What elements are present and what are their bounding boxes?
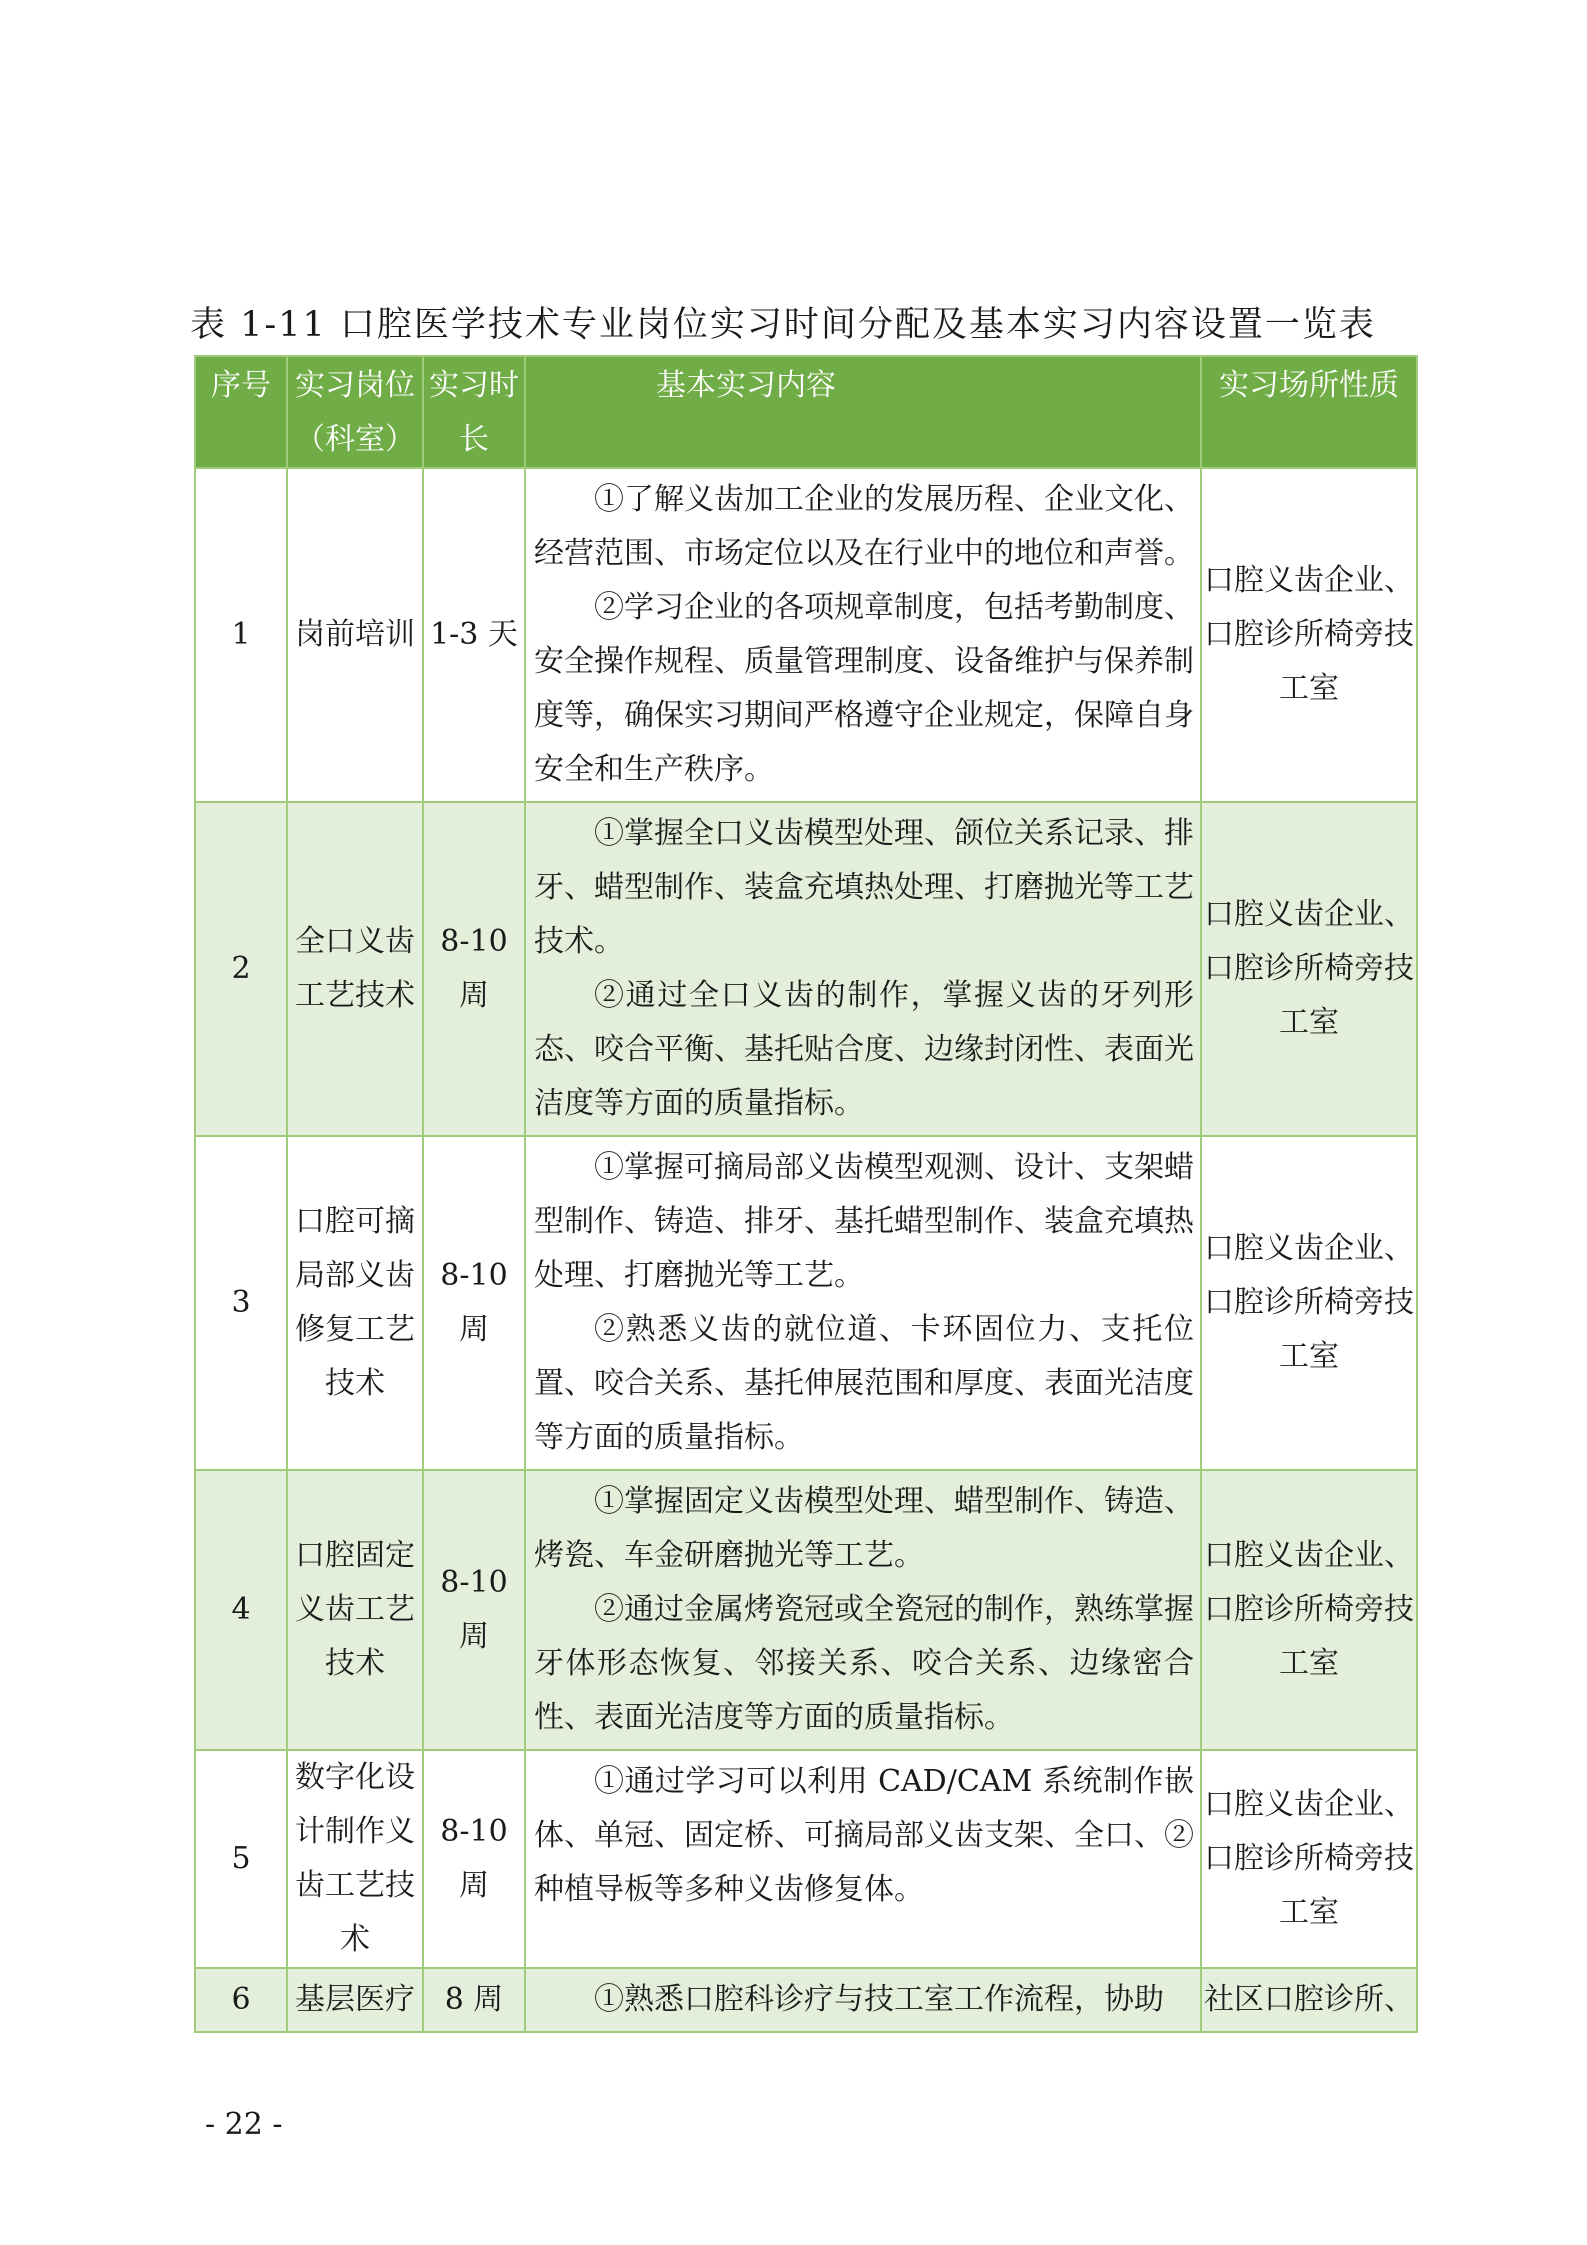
row-post: 口腔可摘局部义齿修复工艺技术 [287, 1136, 423, 1470]
row-content [525, 1470, 1201, 1750]
row-seq: 5 [195, 1750, 287, 1968]
content-item: ①掌握全口义齿模型处理、颌位关系记录、排牙、蜡型制作、装盒充填热处理、打磨抛光等工艺技术。 [534, 816, 1194, 959]
header-post: 实习岗位 （科室） [287, 356, 423, 468]
row-seq: 2 [195, 802, 287, 1136]
row-venue: 社区口腔诊所、 [1201, 1968, 1417, 2032]
content-item: ①掌握固定义齿模型处理、蜡型制作、铸造、烤瓷、车金研磨抛光等工艺。 [534, 1484, 1194, 1573]
content-item: ①了解义齿加工企业的发展历程、企业文化、经营范围、市场定位以及在行业中的地位和声誉。 [534, 482, 1194, 571]
content-item: ②学习企业的各项规章制度，包括考勤制度、安全操作规程、质量管理制度、设备维护与保养制度等，确保实习期间严格遵守企业规定，保障自身安全和生产秩序。 [534, 590, 1194, 787]
table-row [195, 1136, 1417, 1470]
content-item: ②通过全口义齿的制作，掌握义齿的牙列形态、咬合平衡、基托贴合度、边缘封闭性、表面光洁度等方面的质量指标。 [534, 978, 1194, 1121]
row-seq: 6 [195, 1968, 287, 2032]
row-duration: 8 周 [423, 1968, 525, 2032]
content-item: ①掌握可摘局部义齿模型观测、设计、支架蜡型制作、铸造、排牙、基托蜡型制作、装盒充填热处理、打磨抛光等工艺。 [534, 1150, 1194, 1293]
row-content [525, 1750, 1201, 1968]
table-row [195, 1968, 1417, 2032]
table-row [195, 1470, 1417, 1750]
row-post: 数字化设计制作义齿工艺技术 [287, 1750, 423, 1968]
table-row [195, 802, 1417, 1136]
row-content [525, 1136, 1201, 1470]
row-venue: 口腔义齿企业、口腔诊所椅旁技工室 [1201, 1470, 1417, 1750]
table-header-row [195, 356, 1417, 468]
row-duration: 8-10 周 [423, 802, 525, 1136]
row-content [525, 802, 1201, 1136]
row-duration: 8-10 周 [423, 1750, 525, 1968]
row-duration: 1-3 天 [423, 468, 525, 802]
row-post: 口腔固定义齿工艺技术 [287, 1470, 423, 1750]
header-venue: 实习场所性质 [1201, 356, 1417, 468]
table-row [195, 1750, 1417, 1968]
header-duration: 实习时 长 [423, 356, 525, 468]
header-seq: 序号 [195, 356, 287, 468]
content-item: ①通过学习可以利用 CAD/CAM 系统制作嵌体、单冠、固定桥、可摘局部义齿支架、全口、②种植导板等多种义齿修复体。 [534, 1764, 1194, 1907]
row-venue: 口腔义齿企业、口腔诊所椅旁技工室 [1201, 468, 1417, 802]
table-row [195, 468, 1417, 802]
row-venue: 口腔义齿企业、口腔诊所椅旁技工室 [1201, 802, 1417, 1136]
content-item: ①熟悉口腔科诊疗与技工室工作流程，协助 [594, 1982, 1164, 2017]
row-seq: 3 [195, 1136, 287, 1470]
row-duration: 8-10 周 [423, 1136, 525, 1470]
internship-table [194, 355, 1418, 2033]
row-venue: 口腔义齿企业、口腔诊所椅旁技工室 [1201, 1136, 1417, 1470]
row-content [525, 1968, 1201, 2032]
table-caption: 表 1-11 口腔医学技术专业岗位实习时间分配及基本实习内容设置一览表 [190, 305, 1376, 345]
row-seq: 4 [195, 1470, 287, 1750]
row-duration: 8-10 周 [423, 1470, 525, 1750]
row-post: 基层医疗 [287, 1968, 423, 2032]
content-item: ②通过金属烤瓷冠或全瓷冠的制作，熟练掌握牙体形态恢复、邻接关系、咬合关系、边缘密合性、表面光洁度等方面的质量指标。 [534, 1592, 1194, 1735]
row-content [525, 468, 1201, 802]
content-item: ②熟悉义齿的就位道、卡环固位力、支托位置、咬合关系、基托伸展范围和厚度、表面光洁度等方面的质量指标。 [534, 1312, 1194, 1455]
row-post: 全口义齿工艺技术 [287, 802, 423, 1136]
row-seq: 1 [195, 468, 287, 802]
row-post: 岗前培训 [287, 468, 423, 802]
header-content: 基本实习内容 [525, 356, 1201, 468]
row-venue: 口腔义齿企业、口腔诊所椅旁技工室 [1201, 1750, 1417, 1968]
page-number: - 22 - [205, 2107, 283, 2142]
